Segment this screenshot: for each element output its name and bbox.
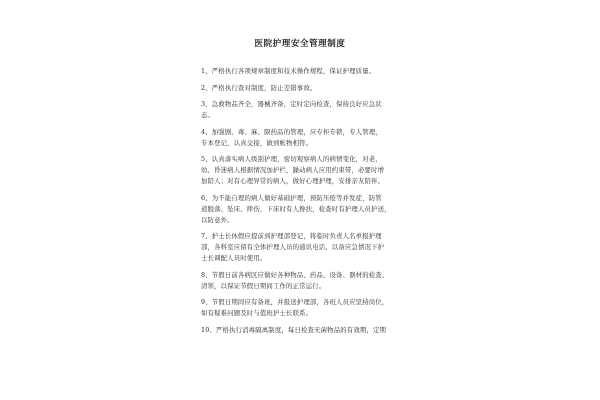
item-5-line-2: 幼、昏迷病人根据情况加护栏，躁动病人应用约束带，必要时增 <box>201 166 385 174</box>
item-10-line-1: 10、严格执行消毒隔离制度，每日检查无菌物品的有效期，定期 <box>201 325 387 334</box>
list-item <box>201 99 407 121</box>
list-item <box>201 193 407 226</box>
rule-list <box>201 66 407 341</box>
item-9-line-1: 9、节假日期间应有备班，并报送护理部，各班人员应坚持岗位， <box>201 298 389 306</box>
item-1-line-1: 1、严格执行各项规章制度和技术操作规程，保证护理质量。 <box>201 67 376 75</box>
list-item <box>201 231 407 264</box>
item-3-line-2: 态。 <box>201 111 215 119</box>
list-item <box>201 325 407 336</box>
item-4-line-2: 专本登记，认真交接，做到帐物相符。 <box>201 138 313 147</box>
list-item <box>201 297 407 319</box>
item-8-line-2: 清领，以保证节假日期间工作的正常运行。 <box>201 281 326 290</box>
item-4-line-1: 4、加强剧、毒、麻、限药品的管理，应专柜专锁，专人管理， <box>201 127 382 136</box>
list-item <box>201 154 407 187</box>
item-5-line-1: 5、认真落实病人级别护理，密切观察病人的病情变化，对老、 <box>201 155 382 163</box>
item-2-line-1: 2、严格执行查对制度，防止差错事故。 <box>201 83 317 92</box>
item-8-line-1: 8、节假日前各病区应做好各种物品、药品、设备、器材的检查、 <box>201 270 389 279</box>
list-item <box>201 66 407 77</box>
item-6-line-2: 道脱落、坠床、摔伤，下床时有人搀扶，检查时有护理人员护送， <box>201 204 391 213</box>
list-item <box>201 127 407 149</box>
list-item <box>201 83 407 94</box>
list-item <box>201 270 407 292</box>
document-title: 医院护理安全管理制度 <box>254 39 346 49</box>
item-7-line-2: 部，各科室应留有全体护理人员的通讯电话，以备应急情况下护 <box>201 243 385 251</box>
item-7-line-3: 士长调配人员时使用。 <box>201 254 267 262</box>
item-3-line-1: 3、急救物品齐全，器械齐备，定时定向检查，保持良好应急状 <box>201 100 382 108</box>
item-9-line-2: 如有疑难问题及时与值班护士长联系。 <box>201 309 313 317</box>
item-6-line-1: 6、为不能自理的病人做好基础护理，预防压疮等并发症，防管 <box>201 193 382 202</box>
item-7-line-1: 7、护士长休假应提前到护理部登记，将临时负责人名单报护理 <box>201 232 382 240</box>
item-5-line-3: 加陪人；对有心理异常的病人，做好心理护理，安排亲友陪伴。 <box>201 177 385 185</box>
item-6-line-3: 以防意外。 <box>201 215 234 224</box>
